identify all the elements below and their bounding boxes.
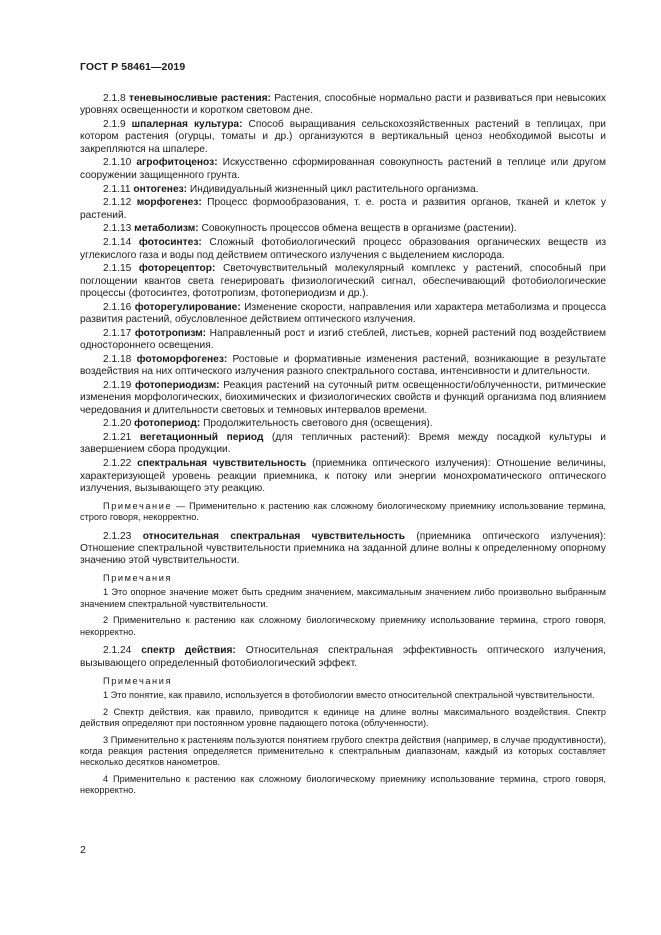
term-definition: Сложный фотобиологический процесс образования органических веществ из углекислого газа и воды под действием оптического излучения с выделением кислорода. <box>80 237 606 261</box>
term-entry <box>80 237 606 262</box>
term-number: 2.1.13 <box>103 223 132 235</box>
term-entry <box>80 432 606 457</box>
term-number: 2.1.12 <box>103 197 132 209</box>
term-number: 2.1.17 <box>103 327 132 339</box>
term-definition: Продолжительность светового дня (освещения). <box>200 418 433 430</box>
note-text: — Применительно к растению как сложному биологическому приемнику использование термина, строго говоря, некорректно. <box>80 500 606 523</box>
term-number: 2.1.16 <box>103 301 132 313</box>
term-title: морфогенез: <box>136 197 202 209</box>
term-definition: Способ выращивания сельскохозяйственных растений в теплицах, при котором растения (огурцы, томаты и др.) организуются в вертикальный ценоз необходимой высоты и закрепляются на шпалере. <box>80 119 606 155</box>
term-number: 2.1.19 <box>103 380 132 392</box>
term-entry <box>80 263 606 300</box>
page-number: 2 <box>80 844 86 856</box>
note-item: 2 Спектр действия, как правило, приводится к единице на длине волны максимального воздействия. Спектр действия определяют при постоянном уровне падающего потока (облученности). <box>80 706 606 728</box>
term-definition: Реакция растений на суточный ритм освещенности/облученности, ритмические изменения морфологических, биохимических и физиологических свойств и функций организма под влиянием чередования и длительности световых и темновых интервалов времени. <box>80 380 606 416</box>
term-number: 2.1.22 <box>103 458 132 470</box>
term-number: 2.1.23 <box>103 530 132 542</box>
term-title: шпалерная культура: <box>131 119 243 131</box>
term-title: фотоморфогенез: <box>136 353 228 365</box>
document-header: ГОСТ Р 58461—2019 <box>80 61 186 73</box>
note-item: 3 Применительно к растениям пользуются понятием грубого спектра действия (например, в случае продуктивности), когда реакция растения определяется применительно к спектральным диапазонам, каждый из которых составляет несколько десятков нанометров. <box>80 734 606 768</box>
term-entry <box>80 93 606 118</box>
term-definition: Растения, способные нормально расти и развиваться при невысоких уровнях освещенности и коротком световом дне. <box>80 93 606 117</box>
term-number: 2.1.20 <box>103 418 132 430</box>
term-number: 2.1.18 <box>103 353 132 365</box>
note-item: 4 Применительно к растению как сложному биологическому приемнику использование термина, строго говоря, некорректно. <box>80 773 606 796</box>
term-definition: Искусственно сформированная совокупность растений в теплице или другом сооружении защищенного грунта. <box>80 157 606 181</box>
note <box>80 501 606 524</box>
term-entry <box>80 302 606 327</box>
term-number: 2.1.9 <box>103 119 126 131</box>
note-item: 1 Это опорное значение может быть средним значением, максимальным значением либо произвольно выбранным значением спектральной чувствительности. <box>80 587 606 609</box>
term-title: фотопериодизм: <box>134 380 220 392</box>
term-title: относительная спектральная чувствительность <box>142 530 405 542</box>
term-number: 2.1.24 <box>103 645 132 657</box>
term-definition: Индивидуальный жизненный цикл растительного организма. <box>187 183 479 195</box>
term-definition: (приемника оптического излучения): Отношение спектральной чувствительности приемника на заданной длине волны к определенному опорному значению этой чувствительности. <box>80 530 606 567</box>
note-item: 2 Применительно к растению как сложному биологическому приемнику использование термина, строго говоря, некорректно. <box>80 615 606 637</box>
term-entry <box>80 184 606 196</box>
note-item: 1 Это понятие, как правило, используется в фотобиологии вместо относительной спектральной чувствительности. <box>103 689 595 700</box>
term-entry <box>80 197 606 222</box>
term-title: фоторецептор: <box>138 263 216 275</box>
term-title: вегетационный период <box>139 432 264 444</box>
term-title: агрофитоценоз: <box>136 157 218 169</box>
term-title: спектральная чувствительность <box>137 458 307 470</box>
notes-heading: Примечания <box>103 573 173 583</box>
note-label: Примечание <box>103 500 173 511</box>
notes-heading: Примечания <box>103 675 173 686</box>
document-body <box>80 93 606 798</box>
term-number: 2.1.14 <box>103 237 132 249</box>
term-title: теневыносливые растения: <box>128 93 271 104</box>
term-title: онтогенез: <box>133 183 188 195</box>
term-definition: Изменение скорости, направления или характера метаболизма и процесса развития растений, обусловленное действием оптического излучения. <box>80 301 606 325</box>
term-entry <box>80 380 606 417</box>
term-definition: Совокупность процессов обмена веществ в организме (растении). <box>198 223 517 235</box>
term-entry <box>80 157 606 182</box>
term-entry <box>80 119 606 156</box>
term-entry <box>80 354 606 379</box>
term-title: спектр действия: <box>141 645 236 657</box>
term-definition: Ростовые и формативные изменения растений, возникающие в результате воздействия на них оптического излучения разного спектрального состава, интенсивности и длительности. <box>80 353 606 378</box>
term-title: фотопериод: <box>134 418 201 430</box>
term-definition: Процесс формообразования, т. е. роста и развития органов, тканей и клеток у растений. <box>80 197 606 221</box>
term-definition: Относительная спектральная эффективность оптического излучения, вызывающего определенный фотобиологический эффект. <box>80 645 606 669</box>
term-title: фототропизм: <box>134 327 207 339</box>
term-definition: Светочувствительный молекулярный комплекс у растений, способный при поглощении квантов света генерировать физиологический сигнал, обеспечивающий фотобиологические процессы (фотосинтез, фототропизм, фотопериодизм и др.). <box>80 263 606 299</box>
term-number: 2.1.10 <box>103 157 132 169</box>
term-title: фотосинтез: <box>138 237 202 249</box>
term-definition: (приемника оптического излучения): Отношение величины, характеризующей уровень реакции приемника, к потоку или энергии монохроматического оптического излучения, вызывающего эту реакцию. <box>80 458 607 494</box>
term-title: фоторегулирование: <box>134 301 241 313</box>
term-number: 2.1.11 <box>103 183 131 195</box>
term-entry <box>80 223 606 235</box>
term-title: метаболизм: <box>134 223 199 235</box>
term-entry <box>80 328 606 353</box>
term-entry <box>80 418 606 430</box>
term-entry <box>80 458 606 495</box>
term-number: 2.1.15 <box>103 263 132 275</box>
term-definition: Направленный рост и изгиб стеблей, листьев, корней растений под воздействием одностороннего освещения. <box>80 327 606 352</box>
term-number: 2.1.21 <box>103 432 132 444</box>
term-entry <box>80 645 606 670</box>
term-entry <box>80 531 606 568</box>
term-definition: (для тепличных растений): Время между посадкой культуры и завершением сбора продукции. <box>80 432 606 456</box>
term-number: 2.1.8 <box>103 93 126 104</box>
